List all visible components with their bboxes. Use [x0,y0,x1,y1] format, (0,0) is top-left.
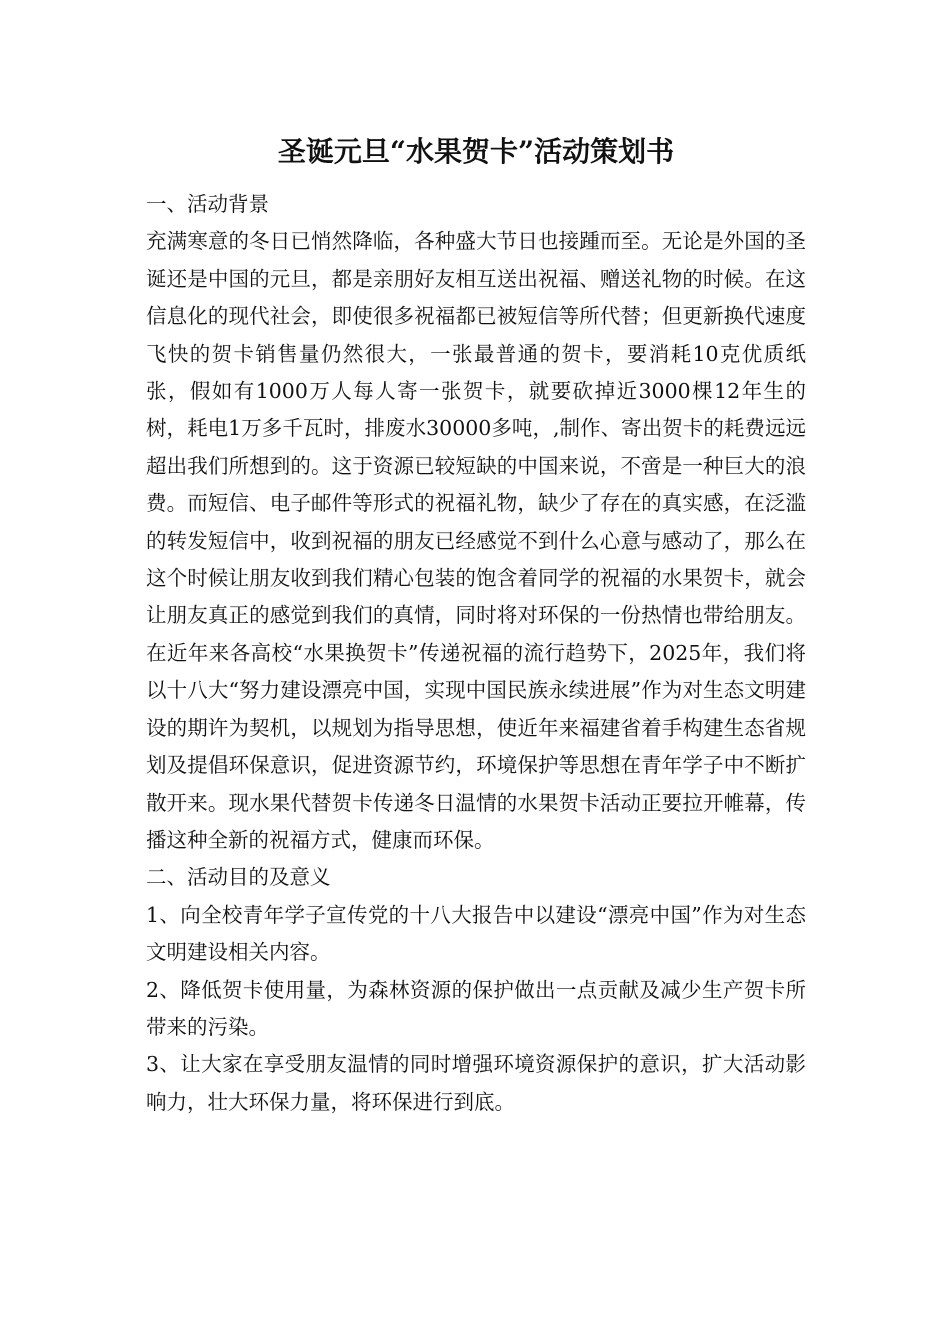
purpose-item-2: 2、降低贺卡使用量，为森林资源的保护做出一点贡献及减少生产贺卡所带来的污染。 [146,977,806,1039]
section-heading-purpose: 二、活动目的及意义 [146,865,331,890]
background-paragraph: 充满寒意的冬日已悄然降临，各种盛大节日也接踵而至。无论是外国的圣诞还是中国的元旦，都是亲朋好友相互送出祝福、赠送礼物的时候。在这信息化的现代社会，即使很多祝福都已被短信等所代替；但更新换代速度飞快的贺卡销售量仍然很大，一张最普通的贺卡，要消耗10克优质纸张，假如有1000万人每人寄一张贺卡，就要砍掉近3000棵12年生的树，耗电1万多千瓦时，排废水30000多吨，,制作、寄出贺卡的耗费远远超出我们所想到的。这于资源已较短缺的中国来说，不啻是一种巨大的浪费。而短信、电子邮件等形式的祝福礼物，缺少了存在的真实感，在泛滥的转发短信中，收到祝福的朋友已经感觉不到什么心意与感动了，那么在这个时候让朋友收到我们精心包装的饱含着同学的祝福的水果贺卡，就会让朋友真正的感觉到我们的真情，同时将对环保的一份热情也带给朋友。在近年来各高校“水果换贺卡”传递祝福的流行趋势下，2025年，我们将以十八大“努力建设漂亮中国，实现中国民族永续进展”作为对生态文明建设的期许为契机，以规划为指导思想，使近年来福建省着手构建生态省规划及提倡环保意识，促进资源节约，环境保护等思想在青年学子中不断扩散开来。现水果代替贺卡传递冬日温情的水果贺卡活动正要拉开帷幕，传播这种全新的祝福方式，健康而环保。 [146,229,806,852]
purpose-item-3: 3、让大家在享受朋友温情的同时增强环境资源保护的意识，扩大活动影响力，壮大环保力量，将环保进行到底。 [146,1052,806,1114]
purpose-item-1: 1、向全校青年学子宣传党的十八大报告中以建设“漂亮中国”作为对生态文明建设相关内容。 [146,902,806,965]
section-background [146,186,806,859]
document-content [146,128,806,1121]
document-title: 圣诞元旦“水果贺卡”活动策划书 [277,135,675,168]
section-heading-background: 一、活动背景 [146,192,269,216]
section-purpose [146,859,806,1121]
